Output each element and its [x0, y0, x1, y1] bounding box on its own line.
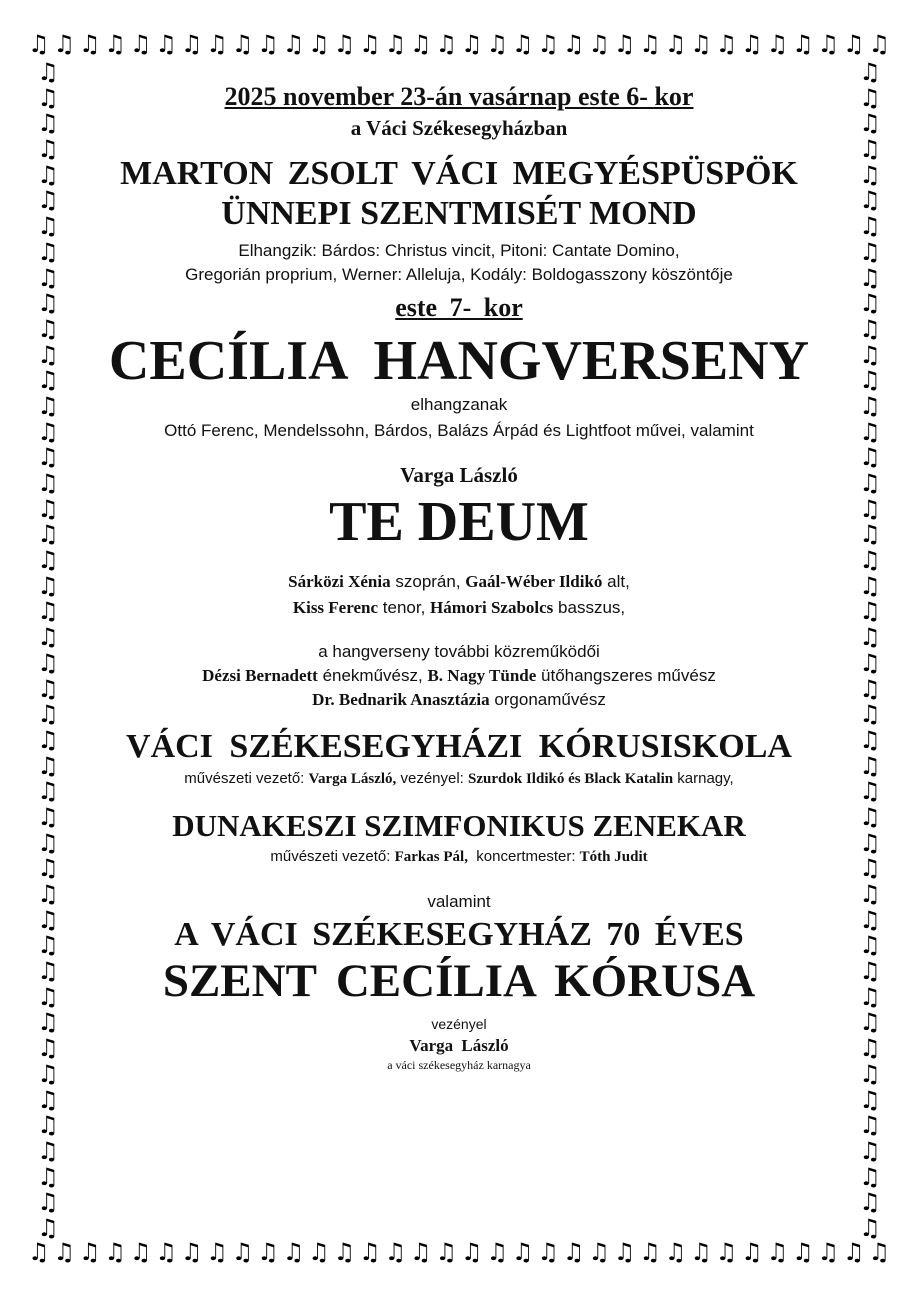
concertmaster-name: Tóth Judit [579, 849, 648, 865]
music-note-icon: ♫ [639, 30, 661, 58]
music-note-icon: ♫ [37, 469, 59, 497]
music-note-icon: ♫ [859, 469, 881, 497]
music-note-icon: ♫ [37, 931, 59, 960]
music-note-icon: ♫ [868, 30, 890, 58]
music-note-icon: ♫ [859, 340, 881, 369]
music-note-icon: ♫ [859, 263, 881, 292]
music-note-icon: ♫ [28, 30, 50, 58]
music-note-icon: ♫ [28, 1238, 50, 1266]
music-note-icon: ♫ [511, 1238, 534, 1266]
mass-title-line2: ÜNNEPI SZENTMISÉT MOND [221, 195, 697, 232]
music-note-icon: ♫ [53, 1238, 75, 1266]
music-note-icon: ♫ [155, 30, 177, 58]
date-line: 2025 november 23-án vasárnap este 6- kor [224, 82, 694, 111]
music-note-icon: ♫ [741, 30, 763, 58]
music-note-icon: ♫ [859, 1188, 881, 1217]
music-note-icon: ♫ [562, 1238, 585, 1266]
music-note-icon: ♫ [37, 417, 59, 446]
music-note-icon: ♫ [359, 30, 381, 58]
music-note-icon: ♫ [766, 1238, 789, 1266]
music-note-icon: ♫ [231, 30, 254, 58]
music-note-icon: ♫ [613, 1238, 636, 1266]
music-note-icon: ♫ [37, 597, 59, 626]
soloists-line1 [70, 572, 848, 592]
music-note-icon: ♫ [859, 571, 881, 600]
music-note-icon: ♫ [859, 60, 881, 86]
music-note-icon: ♫ [859, 109, 881, 138]
art-dir-name: Farkas Pál, [394, 849, 468, 865]
music-note-icon: ♫ [37, 443, 59, 472]
mass-title-line1: MARTON ZSOLT VÁCI MEGYÉSPÜSPÖK [120, 155, 798, 192]
music-note-icon: ♫ [37, 1162, 59, 1191]
contributor-role: orgonaművész [494, 690, 606, 709]
music-note-icon: ♫ [664, 30, 687, 58]
music-note-icon: ♫ [333, 30, 356, 58]
music-note-icon: ♫ [868, 1238, 890, 1266]
music-note-icon: ♫ [37, 1034, 59, 1063]
music-note-icon: ♫ [859, 1213, 881, 1240]
music-note-icon: ♫ [859, 314, 881, 343]
music-note-icon: ♫ [104, 1238, 126, 1266]
work-composer: Varga László [400, 463, 518, 487]
cecilia-intro: valamint [427, 892, 491, 911]
music-note-icon: ♫ [562, 30, 585, 58]
music-note-icon: ♫ [859, 674, 881, 703]
music-note-icon: ♫ [37, 725, 59, 754]
contributor-role: ütőhangszeres művész [541, 666, 716, 685]
music-note-icon: ♫ [282, 30, 305, 58]
music-note-icon: ♫ [37, 494, 59, 523]
music-note-icon: ♫ [37, 83, 59, 112]
music-note-icon: ♫ [257, 30, 279, 58]
music-note-icon: ♫ [792, 1238, 814, 1266]
music-note-icon: ♫ [859, 1085, 881, 1114]
music-note-icon: ♫ [715, 30, 738, 58]
music-note-icon: ♫ [37, 391, 59, 420]
music-note-icon: ♫ [308, 30, 330, 58]
music-note-icon: ♫ [859, 494, 881, 523]
music-note-icon: ♫ [155, 1238, 177, 1266]
music-note-icon: ♫ [37, 60, 59, 86]
music-note-icon: ♫ [537, 30, 559, 58]
music-note-icon: ♫ [37, 674, 59, 703]
music-note-icon: ♫ [817, 30, 840, 58]
choir-school-title: VÁCI SZÉKESEGYHÁZI KÓRUSISKOLA [126, 728, 792, 765]
music-note-icon: ♫ [37, 109, 59, 138]
music-note-icon: ♫ [384, 30, 407, 58]
music-note-icon: ♫ [37, 880, 59, 908]
music-note-icon: ♫ [843, 30, 865, 58]
mass-program-line1: Elhangzik: Bárdos: Christus vincit, Pitoni: Cantate Domino, [238, 241, 680, 260]
music-note-icon: ♫ [859, 623, 881, 652]
music-note-icon: ♫ [460, 1238, 483, 1266]
music-note-icon: ♫ [359, 1238, 381, 1266]
music-note-icon: ♫ [37, 571, 59, 600]
concert-time-line: este 7- kor [395, 293, 523, 322]
music-note-icon: ♫ [792, 30, 814, 58]
concert-intro: elhangzanak [410, 395, 508, 414]
music-note-icon: ♫ [37, 1188, 59, 1217]
music-note-icon: ♫ [129, 30, 152, 58]
music-note-icon: ♫ [37, 520, 59, 549]
music-note-icon: ♫ [37, 982, 59, 1011]
soloist-name: Sárközi Xénia [288, 572, 391, 591]
music-note-icon: ♫ [859, 1111, 881, 1140]
music-note-icon: ♫ [37, 1059, 59, 1088]
art-dir-name: Varga László, [308, 771, 397, 787]
choir-school-credits [70, 770, 848, 788]
music-note-icon: ♫ [859, 1136, 881, 1165]
contributor-name: B. Nagy Tünde [427, 666, 537, 685]
music-note-icon: ♫ [37, 751, 59, 780]
music-note-icon: ♫ [859, 366, 881, 395]
music-note-icon: ♫ [843, 1238, 865, 1266]
music-note-icon: ♫ [613, 30, 636, 58]
music-note-icon: ♫ [859, 751, 881, 780]
music-note-icon: ♫ [37, 777, 59, 806]
music-note-icon: ♫ [859, 931, 881, 960]
venue-line: a Váci Székesegyházban [350, 116, 568, 140]
music-note-icon: ♫ [859, 1034, 881, 1063]
music-note-icon: ♫ [37, 160, 59, 189]
music-note-icon: ♫ [37, 314, 59, 343]
music-note-icon: ♫ [664, 1238, 687, 1266]
music-note-icon: ♫ [715, 1238, 738, 1266]
music-note-icon: ♫ [859, 854, 881, 883]
music-note-icon: ♫ [78, 30, 101, 58]
music-note-icon: ♫ [37, 828, 59, 857]
music-note-icon: ♫ [859, 1008, 881, 1037]
art-dir-label: művészeti vezető: [184, 770, 305, 787]
music-note-icon: ♫ [766, 30, 789, 58]
music-note-icon: ♫ [537, 1238, 559, 1266]
music-note-icon: ♫ [180, 30, 203, 58]
music-note-icon: ♫ [180, 1238, 203, 1266]
contributor-name: Dr. Bednarik Anasztázia [312, 690, 490, 709]
border-right [850, 60, 890, 1240]
music-note-icon: ♫ [37, 263, 59, 292]
music-note-icon: ♫ [859, 982, 881, 1011]
soloist-name: Hámori Szabolcs [430, 598, 554, 617]
music-note-icon: ♫ [859, 700, 881, 729]
music-note-icon: ♫ [859, 1162, 881, 1191]
concert-composers: Ottó Ferenc, Mendelssohn, Bárdos, Balázs Árpád és Lightfoot művei, valamint [164, 421, 754, 440]
concert-title: CECÍLIA HANGVERSENY [108, 330, 810, 392]
music-note-icon: ♫ [859, 648, 881, 677]
music-note-icon: ♫ [639, 1238, 661, 1266]
music-note-icon: ♫ [37, 802, 59, 831]
music-note-icon: ♫ [859, 597, 881, 626]
orchestra-credits [70, 848, 848, 866]
music-note-icon: ♫ [231, 1238, 254, 1266]
soloist-role: basszus, [558, 598, 626, 617]
music-note-icon: ♫ [511, 30, 534, 58]
music-note-icon: ♫ [741, 1238, 763, 1266]
music-note-icon: ♫ [37, 546, 59, 575]
music-note-icon: ♫ [859, 725, 881, 754]
contributors-line2 [70, 690, 848, 710]
border-top [28, 24, 890, 64]
conductor-role: karnagy, [677, 770, 734, 787]
music-note-icon: ♫ [859, 957, 881, 986]
music-note-icon: ♫ [859, 443, 881, 472]
music-note-icon: ♫ [37, 648, 59, 677]
music-note-icon: ♫ [308, 1238, 330, 1266]
music-note-icon: ♫ [37, 366, 59, 395]
music-note-icon: ♫ [859, 777, 881, 806]
music-note-icon: ♫ [384, 1238, 407, 1266]
music-note-icon: ♫ [859, 237, 881, 266]
contributor-role: énekművész, [322, 666, 423, 685]
music-note-icon: ♫ [37, 1213, 59, 1240]
music-note-icon: ♫ [37, 1085, 59, 1114]
contributor-name: Dézsi Bernadett [202, 666, 318, 685]
cecilia-title-line2: SZENT CECÍLIA KÓRUSA [162, 955, 756, 1007]
contributors-intro: a hangverseny további közreműködői [318, 642, 600, 661]
music-note-icon: ♫ [859, 212, 881, 241]
music-note-icon: ♫ [129, 1238, 152, 1266]
music-note-icon: ♫ [410, 1238, 432, 1266]
cecilia-title-line1: A VÁCI SZÉKESEGYHÁZ 70 ÉVES [174, 916, 744, 953]
soloist-name: Gaál-Wéber Ildikó [465, 572, 603, 591]
music-note-icon: ♫ [78, 1238, 101, 1266]
orchestra-title: DUNAKESZI SZIMFONIKUS ZENEKAR [172, 808, 746, 843]
music-note-icon: ♫ [859, 1059, 881, 1088]
music-note-icon: ♫ [486, 30, 508, 58]
mass-program-line2: Gregorián proprium, Werner: Alleluja, Kodály: Boldogasszony köszöntője [185, 265, 733, 284]
music-note-icon: ♫ [435, 30, 458, 58]
music-note-icon: ♫ [410, 30, 432, 58]
music-note-icon: ♫ [37, 212, 59, 241]
music-note-icon: ♫ [53, 30, 75, 58]
music-note-icon: ♫ [859, 135, 881, 164]
music-note-icon: ♫ [859, 160, 881, 189]
music-note-icon: ♫ [859, 828, 881, 857]
music-note-icon: ♫ [859, 391, 881, 420]
soloist-role: tenor, [382, 598, 426, 617]
poster-content [70, 80, 848, 1073]
music-note-icon: ♫ [104, 30, 126, 58]
music-note-icon: ♫ [282, 1238, 305, 1266]
music-note-icon: ♫ [206, 30, 228, 58]
music-note-icon: ♫ [690, 1238, 712, 1266]
music-note-icon: ♫ [588, 1238, 610, 1266]
music-note-icon: ♫ [859, 802, 881, 831]
music-note-icon: ♫ [37, 186, 59, 215]
music-note-icon: ♫ [859, 417, 881, 446]
music-note-icon: ♫ [37, 1136, 59, 1165]
music-note-icon: ♫ [817, 1238, 840, 1266]
music-note-icon: ♫ [486, 1238, 508, 1266]
soloist-role: szoprán, [395, 572, 461, 591]
music-note-icon: ♫ [859, 905, 881, 934]
soloist-name: Kiss Ferenc [292, 598, 379, 617]
music-note-icon: ♫ [206, 1238, 228, 1266]
music-note-icon: ♫ [859, 289, 881, 318]
contributors-line1 [70, 666, 848, 686]
cecilia-cond-name: Varga László [409, 1036, 509, 1055]
art-dir-label: művészeti vezető: [270, 848, 391, 865]
music-note-icon: ♫ [37, 957, 59, 986]
music-note-icon: ♫ [257, 1238, 279, 1266]
work-title: TE DEUM [329, 491, 589, 553]
music-note-icon: ♫ [435, 1238, 458, 1266]
music-note-icon: ♫ [859, 186, 881, 215]
conductor-names: Szurdok Ildikó és Black Katalin [468, 771, 674, 787]
music-note-icon: ♫ [37, 854, 59, 883]
music-note-icon: ♫ [37, 135, 59, 164]
cecilia-cond-label: vezényel [431, 1016, 487, 1032]
music-note-icon: ♫ [859, 83, 881, 112]
music-note-icon: ♫ [37, 905, 59, 934]
conductor-label: vezényel: [400, 770, 464, 787]
music-note-icon: ♫ [37, 340, 59, 369]
music-note-icon: ♫ [859, 880, 881, 908]
soloists-line2 [70, 598, 848, 618]
music-note-icon: ♫ [37, 700, 59, 729]
music-note-icon: ♫ [333, 1238, 356, 1266]
music-note-icon: ♫ [37, 623, 59, 652]
music-note-icon: ♫ [37, 237, 59, 266]
music-note-icon: ♫ [37, 289, 59, 318]
border-bottom [28, 1232, 890, 1272]
music-note-icon: ♫ [37, 1008, 59, 1037]
music-note-icon: ♫ [460, 30, 483, 58]
music-note-icon: ♫ [588, 30, 610, 58]
music-note-icon: ♫ [37, 1111, 59, 1140]
cecilia-cond-role: a váci székesegyház karnagya [387, 1058, 531, 1072]
music-note-icon: ♫ [690, 30, 712, 58]
music-note-icon: ♫ [859, 520, 881, 549]
concertmaster-label: koncertmester: [476, 848, 576, 865]
border-left [28, 60, 68, 1240]
music-note-icon: ♫ [859, 546, 881, 575]
soloist-role: alt, [607, 572, 630, 591]
